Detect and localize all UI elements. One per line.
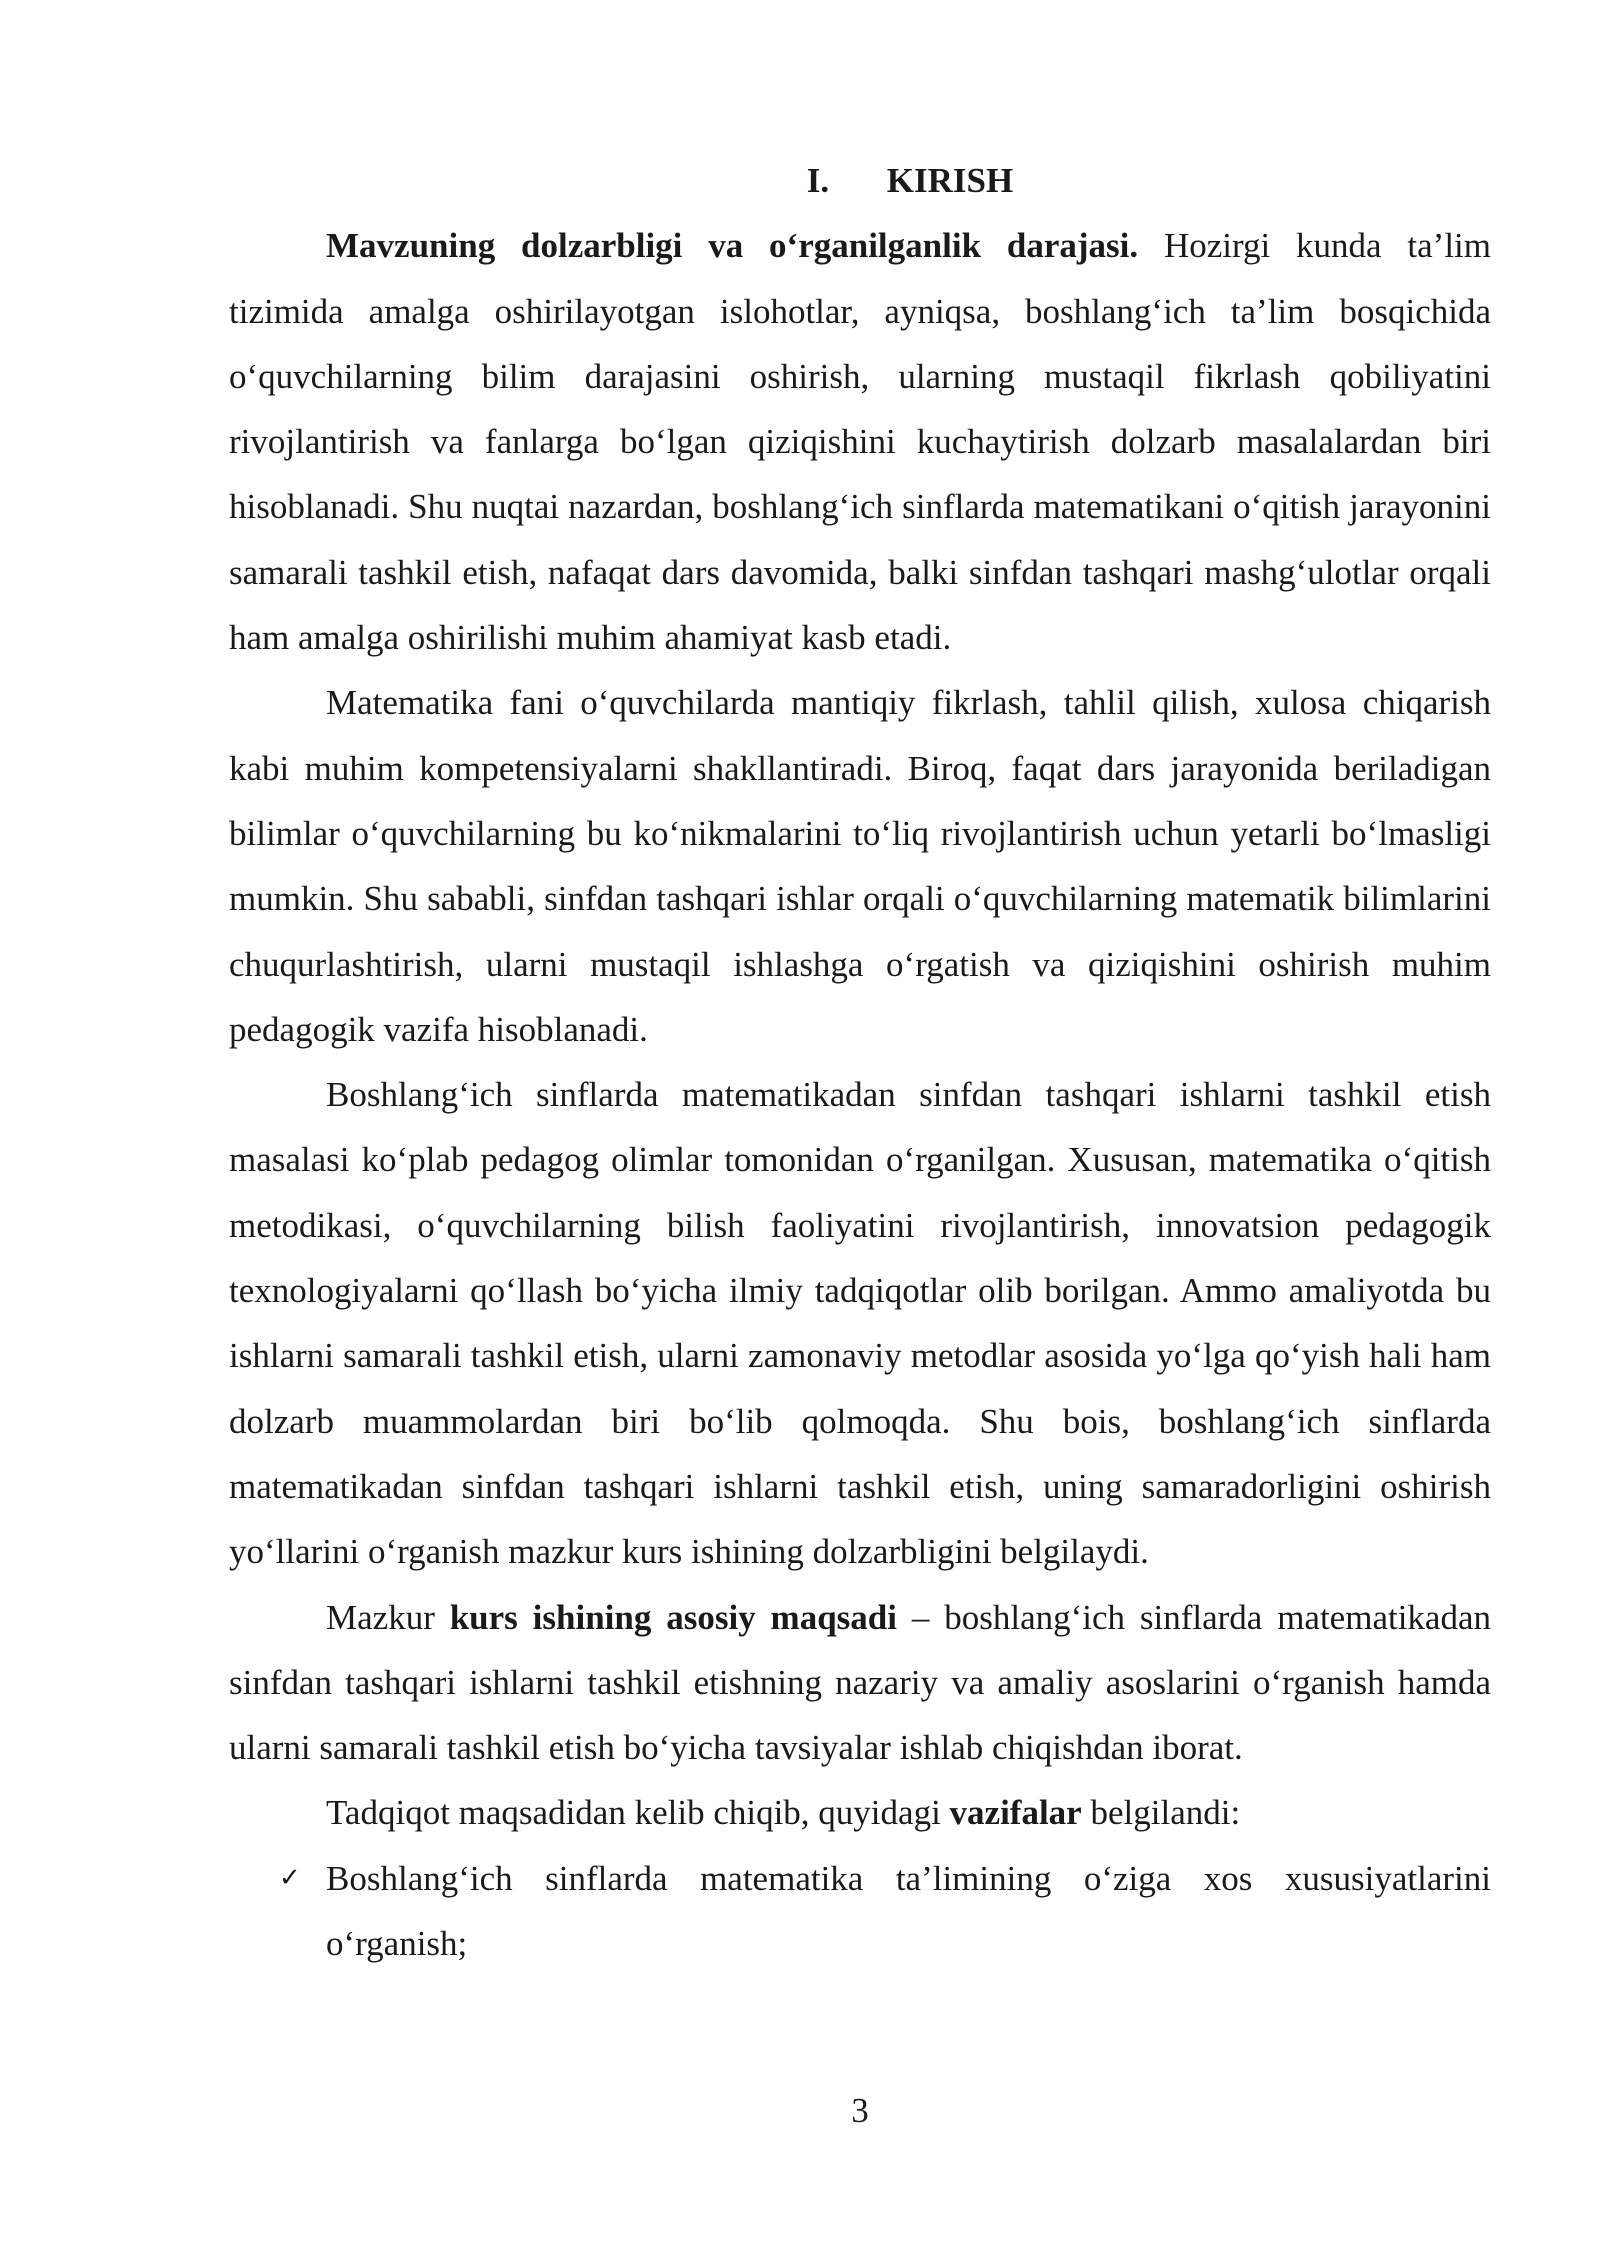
section-title: KIRISH [886,161,1014,200]
paragraph-relevance [229,213,1491,670]
paragraph-text: – boshlang‘ich sinflarda matematikadan sinfdan tashqari ishlarni tashkil etishning nazariy va amaliy asoslarini o‘rganish hamda ularni samarali tashkil etish bo‘yicha tavsiyalar ishlab chiqishdan iborat. [229,1597,1491,1768]
paragraph-tasks-intro [229,1780,1491,1845]
paragraph-bold-lead: Mavzuning dolzarbligi va o‘rganilganlik darajasi. [326,226,1139,266]
page-number: 3 [851,2091,869,2130]
paragraph-bold-term: kurs ishining asosiy maqsadi [449,1597,897,1637]
list-item-text: Boshlang‘ich sinflarda matematika ta’limining o‘ziga xos xususiyatlarini o‘rganish; [326,1858,1491,1964]
tasks-list [229,1846,1491,1977]
section-number: I. [806,161,830,200]
paragraph-goal [229,1585,1491,1781]
paragraph-research-status: Boshlang‘ich sinflarda matematikadan sinfdan tashqari ishlarni tashkil etish masalasi ko‘plab pedagog olimlar tomonidan o‘rganilgan. Xususan, matematika o‘qitish metodikasi, o‘quvchilarning bilish faoliyatini rivojlantirish, innovatsion pedagogik texnologiyalarni qo‘llash bo‘yicha ilmiy tadqiqotlar olib borilgan. Ammo amaliyotda bu ishlarni samarali tashkil etish, ularni zamonaviy metodlar asosida yo‘lga qo‘yish hali ham dolzarb muammolardan biri bo‘lib qolmoqda. Shu bois, boshlang‘ich sinflarda matematikadan sinfdan tashqari ishlarni tashkil etish, uning samaradorligini oshirish yo‘llarini o‘rganish mazkur kurs ishining dolzarbligini belgilaydi. [229,1075,1491,1572]
checkmark-icon: ✓ [279,1862,301,1893]
paragraph-text: Tadqiqot maqsadidan kelib chiqib, quyidagi [326,1793,950,1833]
page-content [229,148,1491,1976]
paragraph-text: belgilandi: [1081,1793,1241,1833]
section-heading [229,148,1491,213]
paragraph-bold-term: vazifalar [949,1793,1082,1833]
paragraph-text: Mazkur [326,1597,450,1637]
paragraph-mathematics: Matematika fani o‘quvchilarda mantiqiy fikrlash, tahlil qilish, xulosa chiqarish kabi muhim kompetensiyalarni shakllantiradi. Biroq, faqat dars jarayonida beriladigan bilimlar o‘quvchilarning bu ko‘nikmalarini to‘liq rivojlantirish uchun yetarli bo‘lmasligi mumkin. Shu sababli, sinfdan tashqari ishlar orqali o‘quvchilarning matematik bilimlarini chuqurlashtirish, ularni mustaqil ishlashga o‘rgatish va qiziqishini oshirish muhim pedagogik vazifa hisoblanadi. [229,683,1491,1049]
list-item [229,1846,1491,1977]
paragraph-text: Hozirgi kunda ta’lim tizimida amalga oshirilayotgan islohotlar, ayniqsa, boshlang‘ich ta’lim bosqichida o‘quvchilarning bilim darajasini oshirish, ularning mustaqil fikrlash qobiliyatini rivojlantirish va fanlarga bo‘lgan qiziqishini kuchaytirish dolzarb masalalardan biri hisoblanadi. Shu nuqtai nazardan, boshlang‘ich sinflarda matematikani o‘qitish jarayonini samarali tashkil etish, nafaqat dars davomida, balki sinfdan tashqari mashg‘ulotlar orqali ham amalga oshirilishi muhim ahamiyat kasb etadi. [229,226,1491,658]
